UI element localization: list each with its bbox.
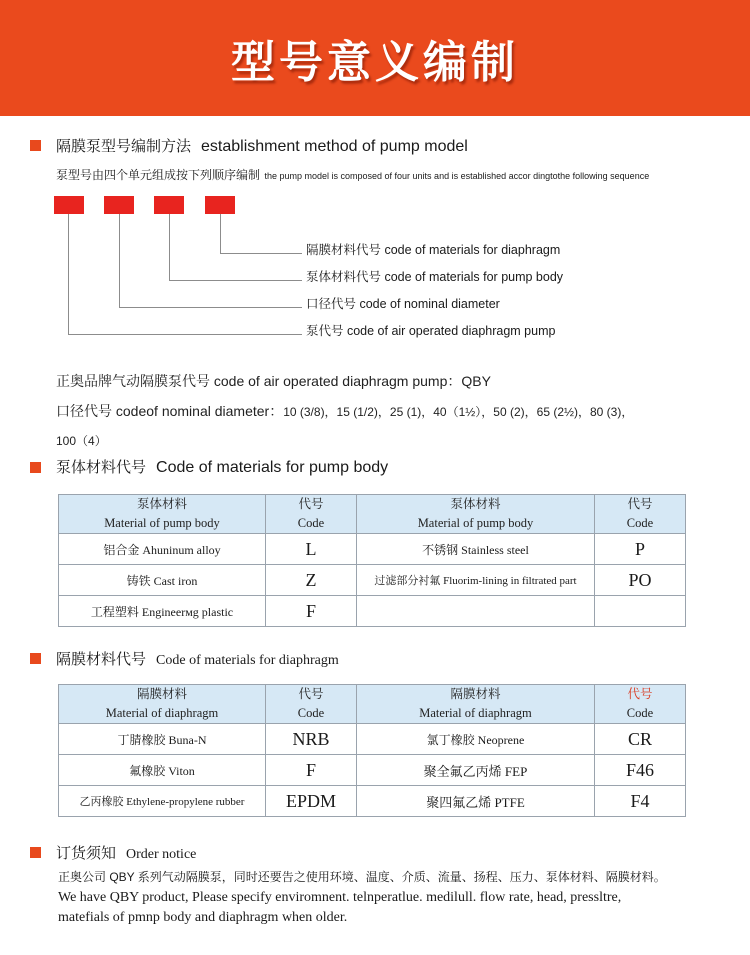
section2-bullet — [30, 462, 41, 473]
table-row — [59, 755, 686, 786]
section4-bullet — [30, 847, 41, 858]
section1-subtitle — [56, 166, 649, 184]
diameter-values-2: 100（4） — [56, 434, 107, 448]
header-code: 代号 Code — [595, 495, 686, 534]
section1-heading-cn: 隔膜泵型号编制方法 — [56, 138, 192, 155]
code-cell: F4 — [595, 786, 686, 817]
material-cell — [357, 596, 595, 627]
bracket-pump — [68, 214, 302, 335]
table-row — [59, 596, 686, 627]
header-material: 泵体材料 Material of pump body — [357, 495, 595, 534]
table-row — [59, 534, 686, 565]
order-notice-en-2: matefials of pmnp body and diaphragm when older. — [58, 910, 348, 925]
material-cell: 工程塑料 Engineerмg plastic — [59, 596, 266, 627]
section3-bullet — [30, 653, 41, 664]
code-cell: F — [266, 755, 357, 786]
pump-body-table — [58, 494, 686, 627]
legend-body: 泵体材料代号 code of materials for pump body — [306, 270, 564, 284]
header-code: 代号 Code — [595, 685, 686, 724]
diaphragm-table — [58, 684, 686, 817]
section3-heading-en: Code of materials for diaphragm — [156, 653, 339, 668]
section4-heading-en: Order notice — [126, 847, 197, 862]
code-cell: CR — [595, 724, 686, 755]
section1-subtitle-cn: 泵型号由四个单元组成按下列顺序编制 — [56, 168, 261, 182]
material-cell: 乙丙橡胶 Ethylene-propylene rubber — [59, 786, 266, 817]
code-cell: EPDM — [266, 786, 357, 817]
code-cell: L — [266, 534, 357, 565]
unit-box-diaphragm — [205, 196, 235, 214]
table-header-row — [59, 495, 686, 534]
material-cell: 铸铁 Cast iron — [59, 565, 266, 596]
header-code: 代号 Code — [266, 685, 357, 724]
order-notice-en-1: We have QBY product, Please specify enviromnent. telnperatlue. medilull. flow rate, head, pressltre, — [58, 890, 622, 905]
header-code: 代号 Code — [266, 495, 357, 534]
order-notice-cn: 正奥公司 QBY 系列气动隔膜泵，同时还要告之使用环境、温度、介质、流量、扬程、压力、泵体材料、隔膜材料。 — [58, 870, 666, 884]
code-cell: NRB — [266, 724, 357, 755]
table-row — [59, 724, 686, 755]
section3-heading-cn: 隔膜材料代号 — [56, 651, 147, 668]
diameter-values: 10 (3/8)，15 (1/2)，25 (1)，40（1½），50 (2)，65 (2½)，80 (3)， — [283, 405, 634, 419]
code-cell: F46 — [595, 755, 686, 786]
material-cell: 过滤部分衬氟 Fluorim-lining in filtrated part — [357, 565, 595, 596]
section4-heading-cn: 订货须知 — [56, 845, 117, 862]
header-material: 隔膜材料 Material of diaphragm — [59, 685, 266, 724]
section1-bullet — [30, 140, 41, 151]
legend-diameter: 口径代号 code of nominal diameter — [306, 297, 500, 311]
material-cell: 氯丁橡胶 Neoprene — [357, 724, 595, 755]
material-cell: 氟橡胶 Viton — [59, 755, 266, 786]
section1-subtitle-en: the pump model is composed of four units and is established accor dingtothe following sequence — [264, 171, 650, 181]
code-cell: Z — [266, 565, 357, 596]
section2-heading-cn: 泵体材料代号 — [56, 459, 147, 476]
legend-pump: 泵代号 code of air operated diaphragm pump — [306, 324, 556, 338]
material-cell: 不锈钢 Stainless steel — [357, 534, 595, 565]
header-material: 泵体材料 Material of pump body — [59, 495, 266, 534]
code-cell — [595, 596, 686, 627]
section1-heading-en: establishment method of pump model — [201, 138, 468, 155]
pump-code-line: 正奥品牌气动隔膜泵代号 code of air operated diaphragm pump：QBY — [56, 373, 491, 389]
table-row — [59, 565, 686, 596]
material-cell: 铝合金 Ahuninum alloy — [59, 534, 266, 565]
section2-heading-en: Code of materials for pump body — [156, 459, 389, 476]
code-cell: P — [595, 534, 686, 565]
header-material: 隔膜材料 Material of diaphragm — [357, 685, 595, 724]
legend-diaphragm: 隔膜材料代号 code of materials for diaphragm — [306, 243, 561, 257]
section2-heading — [56, 456, 388, 477]
code-cell: PO — [595, 565, 686, 596]
section3-heading — [56, 648, 339, 669]
diameter-line — [56, 401, 633, 421]
diameter-label: 口径代号 codeof nominal diameter： — [56, 403, 284, 419]
unit-box-pump — [54, 196, 84, 214]
material-cell: 聚全氟乙丙烯 FEP — [357, 755, 595, 786]
table-row — [59, 786, 686, 817]
material-cell: 聚四氟乙烯 PTFE — [357, 786, 595, 817]
material-cell: 丁腈橡胶 Buna-N — [59, 724, 266, 755]
unit-box-diameter — [104, 196, 134, 214]
unit-box-body — [154, 196, 184, 214]
page-title: 型号意义编制 — [231, 37, 519, 88]
section1-heading — [56, 135, 468, 156]
table-header-row — [59, 685, 686, 724]
section4-heading — [56, 842, 196, 863]
diameter-line-2 — [56, 432, 107, 449]
code-cell: F — [266, 596, 357, 627]
